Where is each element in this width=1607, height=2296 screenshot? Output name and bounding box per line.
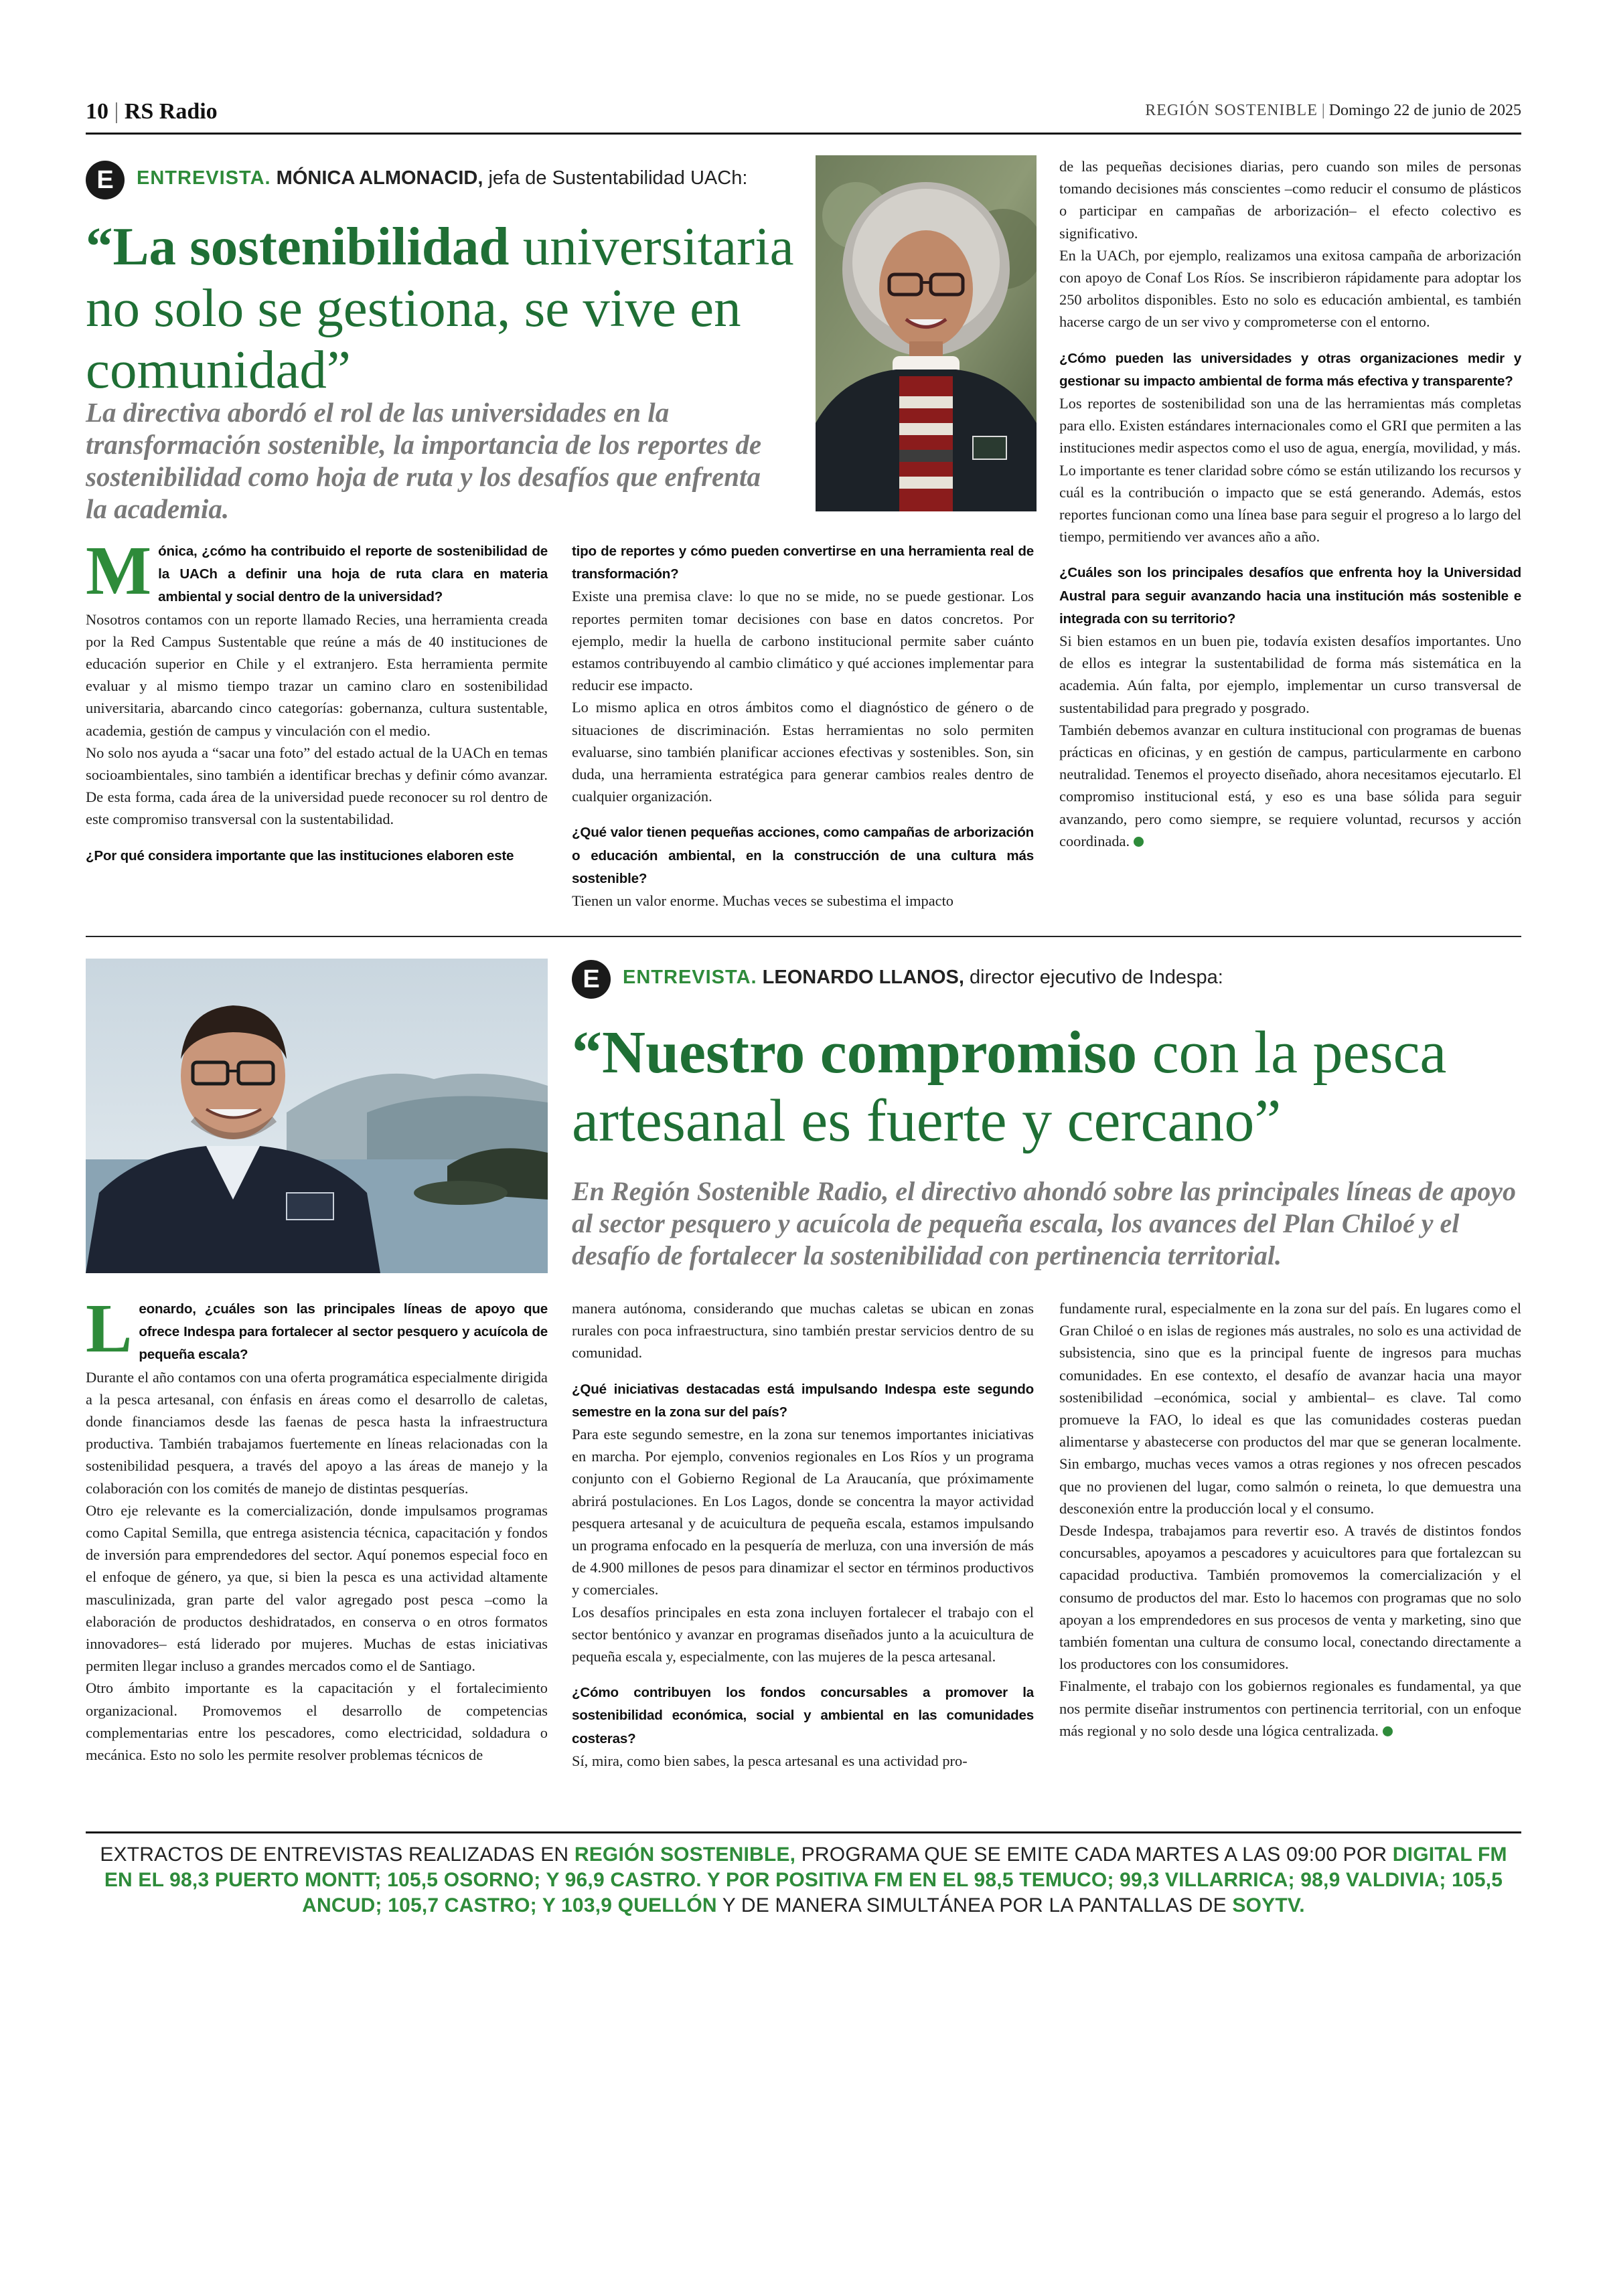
answer-paragraph: de las pequeñas decisiones diarias, pero cuando son miles de personas tomando decisiones más conscientes –como reducir el consumo de plásticos o participar en campañas de arborización– el efecto colectivo es significativo.	[1059, 158, 1521, 242]
question: tipo de reportes y cómo pueden convertirse en una herramienta real de transformación?	[572, 544, 1034, 582]
headline-bold-part: “Nuestro compromiso	[572, 1019, 1138, 1086]
interview-badge: E	[572, 960, 611, 999]
answer-paragraph: Los reportes de sostenibilidad son una de las herramientas más completas para ello. Existen estándares internacionales como el GRI que permiten a las instituciones medir aspectos como el uso de agua, energía, movilidad, y más.	[1059, 395, 1521, 457]
article2-headline	[572, 1019, 1523, 1155]
kicker-label: ENTREVISTA.	[623, 967, 757, 988]
answer-paragraph: Desde Indespa, trabajamos para revertir eso. A través de distintos fondos concursables, apoyamos a pescadores y acuicultores para que fortalezcan su capacidad productiva. También promovemos la comercialización y el consumo de productos del mar. Esto lo hacemos con programas que no solo apoyan a los emprendedores en sus procesos de venta y marketing, sino que también fomentan una cultura de consumo local, conectando directamente a los productores con los consumidores.	[1059, 1522, 1521, 1673]
question: ónica, ¿cómo ha contribuido el reporte de sostenibilidad de la UACh a definir una hoja de ruta clara en materia ambiental y social dentro de la universidad?	[158, 544, 548, 605]
interview-badge: E	[86, 161, 125, 199]
headline-normal-part-2: se vive en	[524, 278, 741, 338]
footer-text: Y DE MANERA SIMULTÁNEA POR LA PANTALLAS DE	[722, 1894, 1227, 1916]
answer-paragraph: Otro eje relevante es la comercialización, donde impulsamos programas como Capital Semilla, que entrega asistencia técnica, capacitación y fondos de inversión para emprendedores del sector. Aquí ponemos especial foco en el enfoque de género, ya que, si bien la pesca es una actividad altamente masculinizada, gran parte del valor agregado post pesca –como la elaboración de productos deshidratados, en conserva o en otros formatos innovadores– está liderado por mujeres. Muchas de estas iniciativas permiten llegar incluso a grandes mercados como el de Santiago.	[86, 1501, 548, 1675]
footer-text: PROGRAMA QUE SE EMITE CADA MARTES A LAS 09:00 POR	[801, 1843, 1387, 1866]
dropcap: L	[86, 1290, 133, 1367]
article2-deck: En Región Sostenible Radio, el directivo ahondó sobre las principales líneas de apoyo al sector pesquero y acuícola de pequeña escala, los avances del Plan Chiloé y el desafío de fortalecer la sostenibilidad con pertinencia territorial.	[572, 1176, 1517, 1270]
interviewee-name: MÓNICA ALMONACID,	[276, 167, 483, 189]
kicker-label: ENTREVISTA.	[137, 167, 271, 189]
interviewee-role: director ejecutivo de Indespa:	[970, 967, 1223, 988]
page-header-left: 10 | RS Radio	[86, 99, 218, 124]
headline-normal-part: con la pesca	[1152, 1019, 1447, 1086]
question: ¿Qué iniciativas destacadas está impulsando Indespa este segundo semestre en la zona sur del país?	[572, 1381, 1034, 1420]
footer-tv-channel: SOYTV.	[1232, 1894, 1305, 1916]
footer-text: EXTRACTOS DE ENTREVISTAS REALIZADAS EN	[100, 1843, 569, 1866]
answer-paragraph: manera autónoma, considerando que muchas caletas se ubican en zonas rurales con poca infraestructura, sino también prestar servicios dentro de su comunidad.	[572, 1300, 1034, 1362]
question: ¿Por qué considera importante que las instituciones elaboren este	[86, 847, 514, 864]
article-separator	[86, 936, 1521, 937]
section-name: RS Radio	[124, 99, 218, 124]
interviewee-name: LEONARDO LLANOS,	[762, 967, 964, 988]
answer-paragraph: Si bien estamos en un buen pie, todavía existen desafíos importantes. Uno de ellos es integrar la sustentabilidad de forma más sistemática en la academia. Aún falta, por ejemplo, implementar un curso transversal de sustentabilidad para pregrado y posgrado.	[1059, 633, 1521, 716]
article1-column-2	[572, 540, 1034, 912]
issue-date: Domingo 22 de junio de 2025	[1328, 102, 1521, 119]
answer-paragraph: Tienen un valor enorme. Muchas veces se subestima el impacto	[572, 892, 953, 910]
interviewee-photo-monica	[816, 155, 1037, 511]
interviewee-photo-leonardo	[86, 959, 548, 1273]
article2-column-3	[1059, 1297, 1521, 1742]
headline-normal-part-2: artesanal	[572, 1088, 786, 1154]
article2-column-2	[572, 1297, 1034, 1772]
question: ¿Cómo pueden las universidades y otras organizaciones medir y gestionar su impacto ambiental de forma más efectiva y transparente?	[1059, 350, 1521, 389]
question: ¿Qué valor tienen pequeñas acciones, como campañas de arborización o educación ambiental, en la construcción de una cultura más sostenible?	[572, 825, 1034, 886]
answer-paragraph: Durante el año contamos con una oferta programática especialmente dirigida a la pesca artesanal, con énfasis en áreas como el desarrollo de caletas, donde financiamos desde las faenas de pesca hasta la infraestructura productiva. También trabajamos fuertemente en líneas relacionadas con la sostenibilidad pesquera, a través del apoyo a las áreas de manejo y la colaboración con los comités de manejo de distintas pesquerías.	[86, 1368, 548, 1497]
portrait-illustration	[86, 959, 548, 1273]
question: eonardo, ¿cuáles son las principales líneas de apoyo que ofrece Indespa para fortalecer al sector pesquero y acuícola de pequeña escala?	[139, 1301, 548, 1363]
answer-paragraph: Para este segundo semestre, en la zona sur tenemos importantes iniciativas en marcha. Por ejemplo, convenios regionales en Los Ríos y un programa conjunto con el Gobierno Regional de La Araucanía, que próximamente abrirá postulaciones. En Los Lagos, donde se concentra la mayor actividad pesquera artesanal y de acuicultura de pequeña escala, estamos impulsando un programa enfocado en la pesquería de merluza, con una inversión de más de 4.900 millones de pesos para dinamizar el sector en términos productivos y comerciales.	[572, 1426, 1034, 1598]
headline-normal-part-3: comunidad”	[86, 339, 351, 400]
answer-paragraph: Los desafíos principales en esta zona incluyen fortalecer el trabajo con el sector bentónico y avanzar en programas diseñados junto a la acuicultura de pequeña escala y, especialmente, con las mujeres de la pesca artesanal.	[572, 1603, 1034, 1665]
article1-deck: La directiva abordó el rol de las universidades en la transformación sostenible, la importancia de los reportes de sostenibilidad como hoja de ruta y los desafíos que enfrenta la academia.	[86, 397, 762, 524]
answer-paragraph: Nosotros contamos con un reporte llamado Recies, una herramienta creada por la Red Campus Sustentable que reúne a más de 40 instituciones de educación superior en Chile y el extranjero. Esta herramienta permite evaluar y al mismo tiempo trazar un camino claro en sostenibilidad universitaria, abarcando cinco categorías: gobernanza, cultura sustentable, academia, gestión de campus y vinculación con el medio.	[86, 610, 548, 739]
footer-program-name: REGIÓN SOSTENIBLE,	[574, 1843, 796, 1866]
answer-paragraph: No solo nos ayuda a “sacar una foto” del estado actual de la UACh en temas socioambientales, sino también a identificar brechas y definir cómo avanzar. De esta forma, cada área de la universidad puede reconocer su rol dentro de este compromiso transversal con la sustentabilidad.	[86, 744, 548, 828]
answer-paragraph: Lo mismo aplica en otros ámbitos como el diagnóstico de género o de situaciones de discriminación. Estas herramientas no solo permiten evaluarse, sino también planificar acciones efectivas y sostenibles. Son, sin duda, una herramienta estratégica para generar cambios reales dentro de cualquier organización.	[572, 699, 1034, 805]
answer-paragraph: Finalmente, el trabajo con los gobiernos regionales es fundamental, ya que nos permite diseñar instrumentos con pertinencia territorial, con un enfoque más regional y no solo desde una lógica centralizada.	[1059, 1677, 1521, 1739]
answer-paragraph: fundamente rural, especialmente en la zona sur del país. En lugares como el Gran Chiloé o en islas de regiones más australes, no solo es una actividad de subsistencia, sino que es la principal fuente de ingresos para muchas comunidades. En ese contexto, el desafío de avanzar hacia una mayor sostenibilidad –económica, social y ambiental– es clave. Tal como promueve la FAO, lo ideal es que las comunidades costeras puedan alimentarse y abastecerse con productos del mar que se generan localmente. Sin embargo, muchas veces vamos a otras regiones y nos ofrecen pescados que no provienen del lugar, como salmón o reineta, lo que demuestra una desconexión entre la producción local y el consumo.	[1059, 1300, 1521, 1517]
page-header-right: REGIÓN SOSTENIBLE | Domingo 22 de junio de 2025	[1145, 102, 1521, 119]
end-mark	[1134, 837, 1144, 847]
question: ¿Cómo contribuyen los fondos concursables a promover la sostenibilidad económica, social y ambiental en las comunidades costeras?	[572, 1685, 1034, 1746]
answer-paragraph: Sí, mira, como bien sabes, la pesca artesanal es una actividad pro-	[572, 1752, 968, 1769]
article1-column-1	[86, 532, 548, 867]
article2-column-1	[86, 1290, 548, 1766]
article2-kicker	[623, 967, 1223, 989]
dropcap: M	[86, 532, 152, 609]
page-number: 10	[86, 99, 108, 124]
answer-paragraph: También debemos avanzar en cultura institucional con programas de buenas prácticas en oficinas, y en gestión de campus, particularmente en carbono neutralidad. Tenemos el proyecto diseñado, ahora necesitamos ejecutarlo. El compromiso institucional está, y eso es una base sólida para seguir avanzando, pero como siempre, se requiere voluntad, recursos y acción coordinada.	[1059, 721, 1521, 849]
footer-stations: DIGITAL FM EN EL 98,3 PUERTO MONTT; 105,5 OSORNO; Y 96,9 CASTRO. Y POR POSITIVA FM EN EL 98,5 TEMUCO; 99,3 VILLARRICA; 98,9 VALDIVIA; 105,5 ANCUD; 105,7 CASTRO; Y 103,9 QUELLÓN	[104, 1843, 1507, 1916]
publication-name: REGIÓN SOSTENIBLE	[1145, 102, 1318, 119]
interviewee-role: jefa de Sustentabilidad UACh:	[488, 167, 748, 189]
headline-normal-part: universitaria no solo se gestiona,	[86, 216, 794, 338]
answer-paragraph: En la UACh, por ejemplo, realizamos una exitosa campaña de arborización con apoyo de Conaf Los Ríos. Se inscribieron rápidamente para adoptar los 250 arbolitos disponibles. Esto no solo es educación ambiental, es también hacerse cargo de un ser vivo y comprometerse con el entorno.	[1059, 246, 1521, 331]
headline-bold-part: “La sostenibilidad	[86, 216, 510, 276]
question: ¿Cuáles son los principales desafíos que enfrenta hoy la Universidad Austral para seguir avanzando hacia una institución más sostenible e integrada con su territorio?	[1059, 565, 1521, 627]
article1-headline	[86, 216, 822, 400]
broadcast-footer	[86, 1842, 1521, 1916]
footer-rule	[86, 1831, 1521, 1833]
end-mark	[1383, 1726, 1393, 1736]
answer-paragraph: Lo importante es tener claridad sobre cómo se están utilizando los recursos y cuál es la contribución o impacto que se está generando. Además, estos reportes funcionan como una línea base para seguir el progreso a lo largo del tiempo, permitiendo ver avances año a año.	[1059, 461, 1521, 546]
article1-column-3	[1059, 155, 1521, 852]
headline-normal-part-3: es fuerte y cercano”	[801, 1088, 1282, 1154]
answer-paragraph: Otro ámbito importante es la capacitación y el fortalecimiento organizacional. Promovemos el desarrollo de competencias complementarias entre los pescadores, como electricidad, soldadura o mecánica. Esto no solo les permite resolver problemas técnicos de	[86, 1679, 548, 1764]
header-rule	[86, 133, 1521, 135]
article1-kicker	[137, 167, 747, 189]
answer-paragraph: Existe una premisa clave: lo que no se mide, no se puede gestionar. Los reportes permiten tomar decisiones con base en datos concretos. Por ejemplo, medir la huella de carbono institucional permite saber cuánto estamos contribuyendo al cambio climático y qué acciones implementar para reducir ese impacto.	[572, 588, 1034, 694]
portrait-illustration	[816, 155, 1037, 511]
